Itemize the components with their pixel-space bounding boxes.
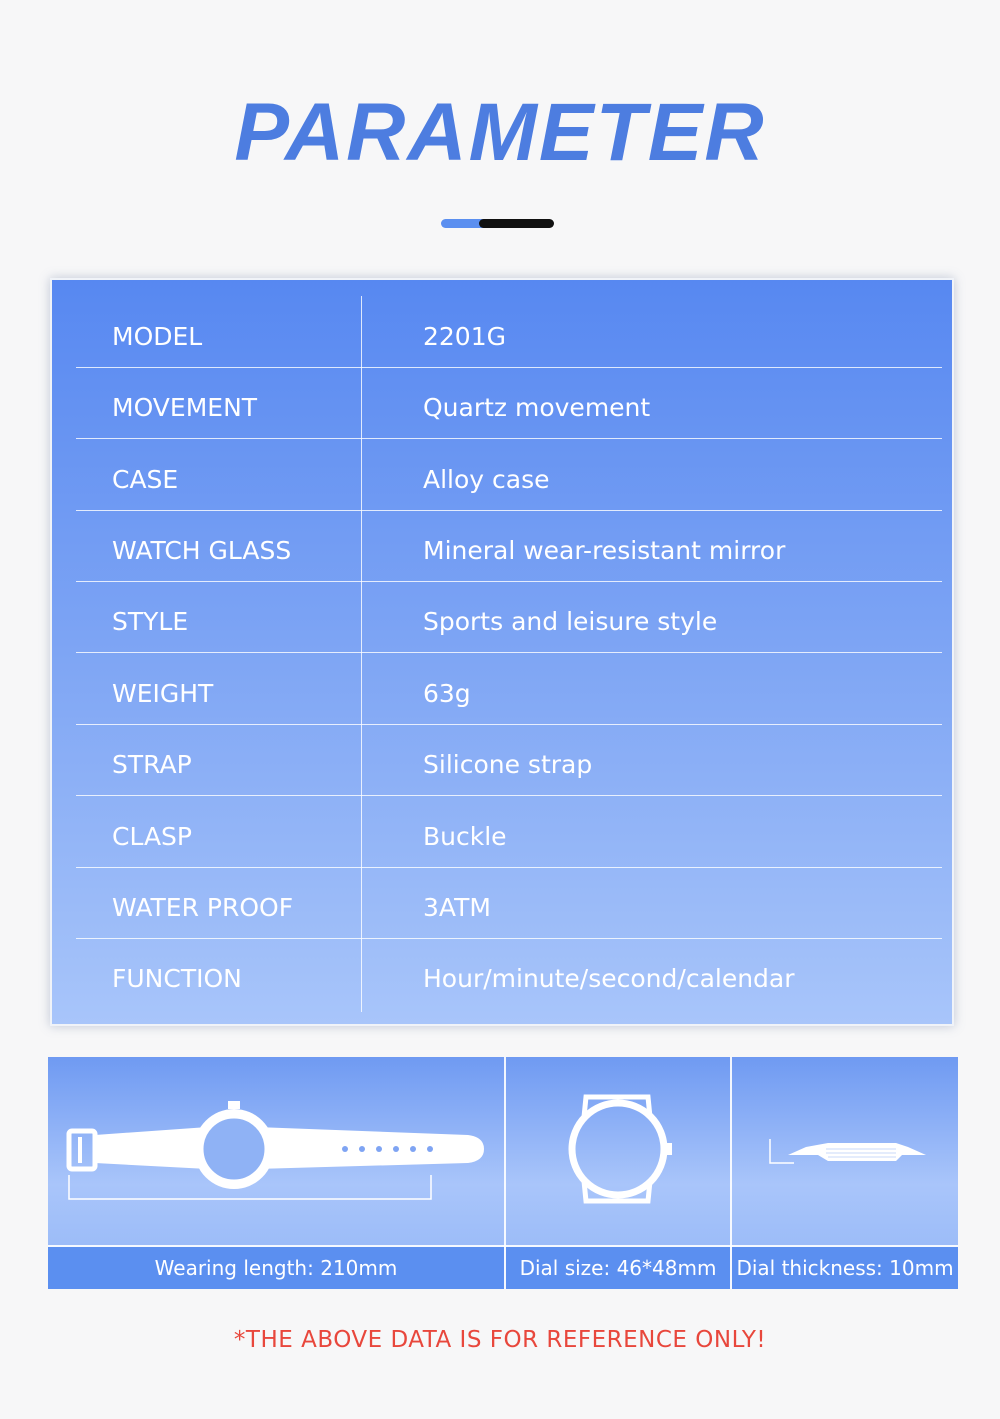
table-row <box>76 725 942 796</box>
table-row <box>76 868 942 939</box>
param-value: Silicone strap <box>423 750 593 779</box>
param-value: 3ATM <box>423 893 491 922</box>
page-title: PARAMETER <box>234 87 766 178</box>
watch-strap-icon <box>48 1057 504 1247</box>
param-label: MOVEMENT <box>112 393 258 422</box>
param-value: Sports and leisure style <box>423 607 718 636</box>
reference-note: *THE ABOVE DATA IS FOR REFERENCE ONLY! <box>233 1327 767 1353</box>
table-row <box>76 654 942 725</box>
param-value: Quartz movement <box>423 393 651 422</box>
watch-side-profile-icon <box>732 1057 958 1247</box>
param-label: FUNCTION <box>112 964 242 993</box>
wearing-length-panel <box>48 1057 504 1289</box>
param-value: Hour/minute/second/calendar <box>423 964 795 993</box>
table-row <box>76 511 942 582</box>
param-value: 63g <box>423 679 471 708</box>
table-row <box>76 368 942 439</box>
param-value: 2201G <box>423 322 506 351</box>
dial-thickness-panel <box>732 1057 958 1289</box>
table-row <box>76 582 942 653</box>
param-label: MODEL <box>112 322 203 351</box>
table-row <box>76 939 942 1010</box>
param-label: WEIGHT <box>112 679 214 708</box>
dial-size-caption: Dial size: 46*48mm <box>506 1247 730 1289</box>
parameter-table <box>50 278 954 1026</box>
divider-black-segment <box>479 219 554 228</box>
param-label: CASE <box>112 465 179 494</box>
watch-dial-icon <box>506 1057 730 1247</box>
wearing-length-caption: Wearing length: 210mm <box>48 1247 504 1289</box>
param-value: Alloy case <box>423 465 550 494</box>
table-row <box>76 440 942 511</box>
dial-size-panel <box>506 1057 730 1289</box>
param-label: STYLE <box>112 607 189 636</box>
param-label: STRAP <box>112 750 192 779</box>
param-value: Mineral wear-resistant mirror <box>423 536 786 565</box>
dimensions-panel <box>48 1057 958 1289</box>
table-row <box>76 797 942 868</box>
param-label: WATCH GLASS <box>112 536 292 565</box>
param-label: WATER PROOF <box>112 893 294 922</box>
param-label: CLASP <box>112 822 193 851</box>
title-divider <box>441 219 554 228</box>
dial-thickness-caption: Dial thickness: 10mm <box>732 1247 958 1289</box>
param-value: Buckle <box>423 822 507 851</box>
table-row <box>76 297 942 368</box>
